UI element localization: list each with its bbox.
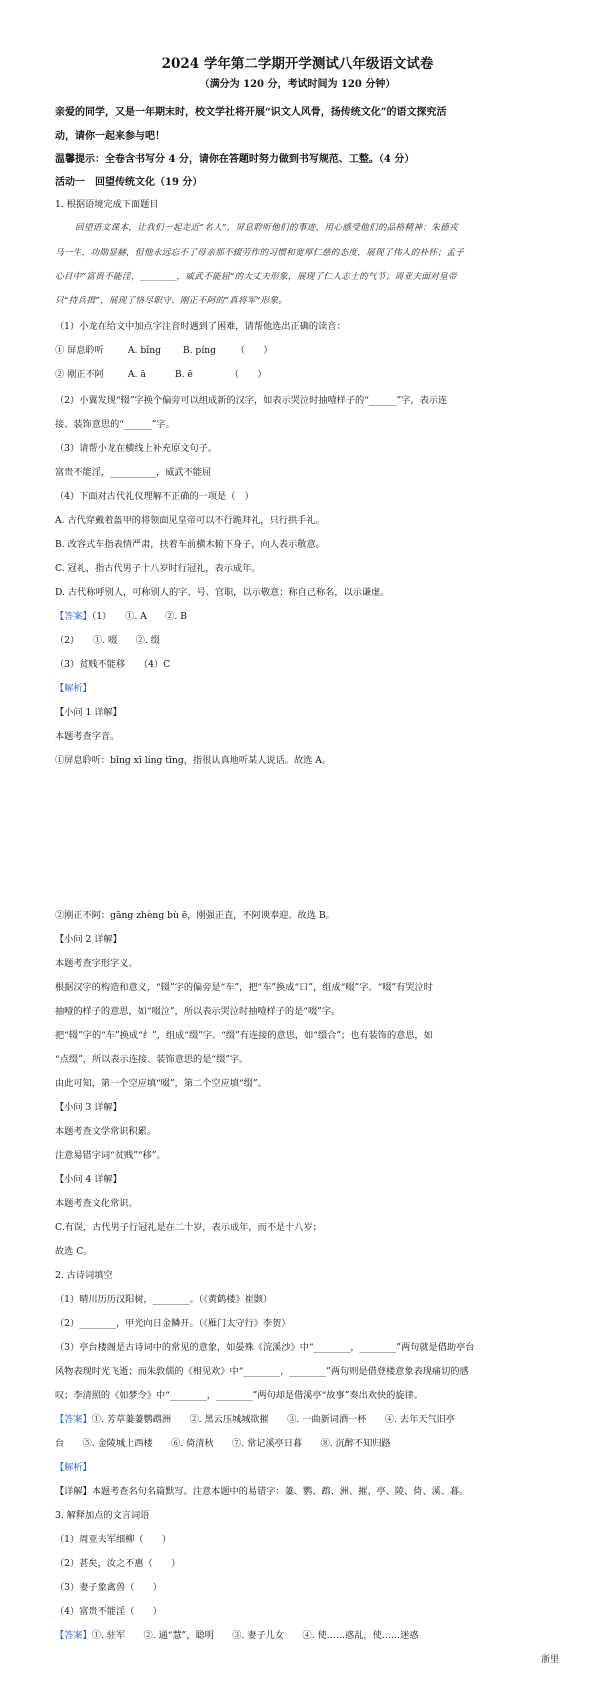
option-a: A. ā	[127, 369, 146, 380]
passage-line: 回望语文课本，让我们一起走近“名人”，屏息聆听他们的事迹，用心感受他们的品格精神：朱德戎	[75, 223, 458, 233]
answer-tag: 【答案】	[55, 1414, 92, 1425]
page-subtitle: （满分为 120 分，考试时间为 120 分钟）	[199, 79, 396, 90]
poem-fill-line: （2）________，甲光向日金鳞开。（《雁门太守行》李贺）	[55, 1318, 291, 1329]
option-label: ② 刚正不阿	[55, 369, 104, 380]
answer-text: ①. 芳草萋萋鹦鹉洲 ②. 黑云压城城欲摧 ③. 一曲新词酒一杯 ④. 去年天气旧亭	[91, 1414, 456, 1425]
answer-text: 台 ⑤. 金陵城上西楼 ⑥. 倚清秋 ⑦. 常记溪亭日暮 ⑧. 沉醉不知归路	[55, 1438, 391, 1449]
answer-row	[0, 1411, 595, 1425]
detail-text: 本题考查文化常识。	[55, 1198, 138, 1209]
question-heading: 1. 根据语境完成下面题目	[55, 199, 159, 210]
choice-option: B. 改容式车指表情严肃，扶着车前横木俯下身子，向人表示敬意。	[55, 539, 325, 550]
passage-line: 心目中“富贵不能淫，________，威武不能屈”的大丈夫形象，展现了仁人志士的气节；周亚夫面对皇帝	[55, 272, 457, 282]
answer-text: （3）贫贱不能移 （4）C	[55, 659, 171, 670]
sub-question: （1）小龙在给文中加点字注音时遇到了困难，请帮他选出正确的读音：	[55, 321, 346, 332]
intro-line: 动，请你一起来参与吧！	[55, 131, 165, 142]
detail-tag: 【小问 4 详解】	[55, 1174, 122, 1185]
vocab-item: （2）甚矣，汝之不惠（ ）	[55, 1558, 181, 1569]
question-heading: 2. 古诗词填空	[55, 1270, 113, 1281]
page-footer: 浙里	[540, 1655, 559, 1665]
poem-fill-line: 叹；李清照的《如梦令》中“________，________”两句却是借溪亭“故事”奏出欢快的旋律。	[55, 1390, 423, 1401]
tip-line: 温馨提示：全卷含书写分 4 分，请你在答题时努力做到书写规范、工整。（4 分）	[55, 154, 415, 165]
sub-question: （3）请帮小龙在横线上补充原文句子。	[55, 443, 218, 454]
page-title: 2024 学年第二学期开学测试八年级语文试卷	[161, 56, 434, 72]
poem-fill-line: 风物表现时光飞逝；而朱敦儒的《相见欢》中“________，________”两句则是借登楼意象表现痛切的感	[55, 1366, 469, 1377]
option-b: B. ē	[174, 369, 193, 380]
option-label: ① 屏息聆听	[55, 345, 104, 356]
detail-text: C.有误，古代男子行冠礼是在二十岁，表示成年，而不是十八岁；	[55, 1222, 322, 1233]
passage-line: 马一生，功勋显赫，但他永远忘不了母亲那不辍劳作的习惯和宽厚仁慈的态度，展现了伟人的朴怀；孟子	[55, 248, 465, 258]
detail-tag: 【小问 1 详解】	[55, 707, 122, 718]
sub-question: 接、装饰意思的“______”字。	[55, 419, 175, 430]
question-heading: 3. 解释加点的文言词语	[55, 1510, 150, 1521]
detail-text: ①屏息聆听：bǐng xī líng tīng，指很认真地听某人说话。故选 A。	[55, 755, 332, 766]
detail-text: “点缀”，所以表示连接、装饰意思的是“缀”字。	[55, 1054, 249, 1065]
detail-tag: 【小问 2 详解】	[55, 934, 122, 945]
answer-text: （2） ①. 啜 ②. 缀	[55, 635, 160, 646]
answer-row	[0, 1627, 595, 1641]
answer-text: （1） ①. A ②. B	[91, 611, 187, 622]
vocab-item: （3）妻子象禽兽（ ）	[55, 1582, 162, 1593]
answer-row	[0, 608, 595, 622]
detail-text: 注意易错字词“贫贱”“移”。	[55, 1150, 166, 1161]
detail-text: 抽噎的样子的意思，如“啜泣”，所以表示哭泣时抽噎样子的是“啜”字。	[55, 1006, 341, 1017]
fill-line: 富贵不能淫，__________，威武不能屈	[55, 467, 212, 478]
detail-text: 根据汉字的构造和意义，“辍”字的偏旁是“车”，把“车”换成“口”，组成“啜”字。“啜”有哭泣时	[55, 982, 433, 993]
intro-line: 亲爱的同学，又是一年期末时，校文学社将开展“识文人风骨，扬传统文化”的语文探究活	[55, 107, 447, 118]
detail-text: 本题考查字形字义。	[55, 958, 138, 969]
vocab-item: （1）周亚夫军细柳（ ）	[55, 1534, 172, 1545]
detail-text: 本题考查文学常识积累。	[55, 1126, 157, 1137]
poem-fill-line: （1）晴川历历汉阳树，________。（《黄鹤楼》崔颢）	[55, 1294, 273, 1305]
choice-option: D. 古代称呼别人，可称别人的字、号、官职，以示敬意；称自己称名，以示谦虚。	[55, 587, 390, 598]
poem-fill-line: （3）亭台楼阁是古诗词中的常见的意象，如晏殊《浣溪沙》中“________，________”两句就是借助亭台	[55, 1342, 475, 1353]
option-a: A. bǐng	[127, 345, 162, 356]
detail-text: ②刚正不阿：gāng zhèng bù ē，刚强正直，不阿谀奉迎。故选 B。	[55, 910, 335, 921]
detail-text: 故选 C。	[55, 1246, 93, 1257]
sub-question: （4）下面对古代礼仪理解不正确的一项是（ ）	[55, 491, 254, 502]
detail-text: 由此可知，第一个空应填“啜”，第二个空应填“缀”。	[55, 1078, 267, 1089]
answer-tag: 【答案】	[55, 1630, 92, 1641]
sub-question: （2）小翼发现“辍”字换个偏旁可以组成新的汉字，如表示哭泣时抽噎样子的“______”字，表示连	[55, 395, 448, 406]
detail-text: 本题考查字音。	[55, 731, 120, 742]
detail-text: 把“辍”字的“车”换成“纟”，组成“缀”字。“缀”有连接的意思，如“缀合”；也有装饰的意思，如	[55, 1030, 433, 1041]
answer-blank: （ ）	[229, 369, 267, 380]
option-row	[0, 342, 595, 356]
option-b: B. píng	[182, 345, 217, 356]
passage-line: 只“持兵揖”，展现了恪尽职守、刚正不阿的“真将军”形象。	[55, 296, 288, 306]
answer-tag: 【答案】	[55, 611, 92, 622]
activity-heading: 活动一 回望传统文化（19 分）	[55, 177, 203, 188]
answer-blank: （ ）	[235, 345, 273, 356]
detail-tag: 【小问 3 详解】	[55, 1102, 122, 1113]
answer-text: ①. 驻军 ②. 通“慧”，聪明 ③. 妻子儿女 ④. 使……惑乱，使……迷惑	[91, 1630, 419, 1641]
analysis-tag: 【解析】	[55, 1462, 92, 1473]
detail-text: 【详解】本题考查名句名篇默写。注意本题中的易错字：萋、鹦、鹉、洲、摧、亭、陵、倚、溪、暮。	[55, 1486, 469, 1497]
analysis-tag: 【解析】	[55, 683, 92, 694]
vocab-item: （4）富贵不能淫（ ）	[55, 1606, 162, 1617]
choice-option: A. 古代穿戴着盔甲的将领面见皇帝可以不行跪拜礼，只行拱手礼。	[55, 515, 325, 526]
choice-option: C. 冠礼，指古代男子十八岁时行冠礼，表示成年。	[55, 563, 261, 574]
option-row	[0, 366, 595, 380]
